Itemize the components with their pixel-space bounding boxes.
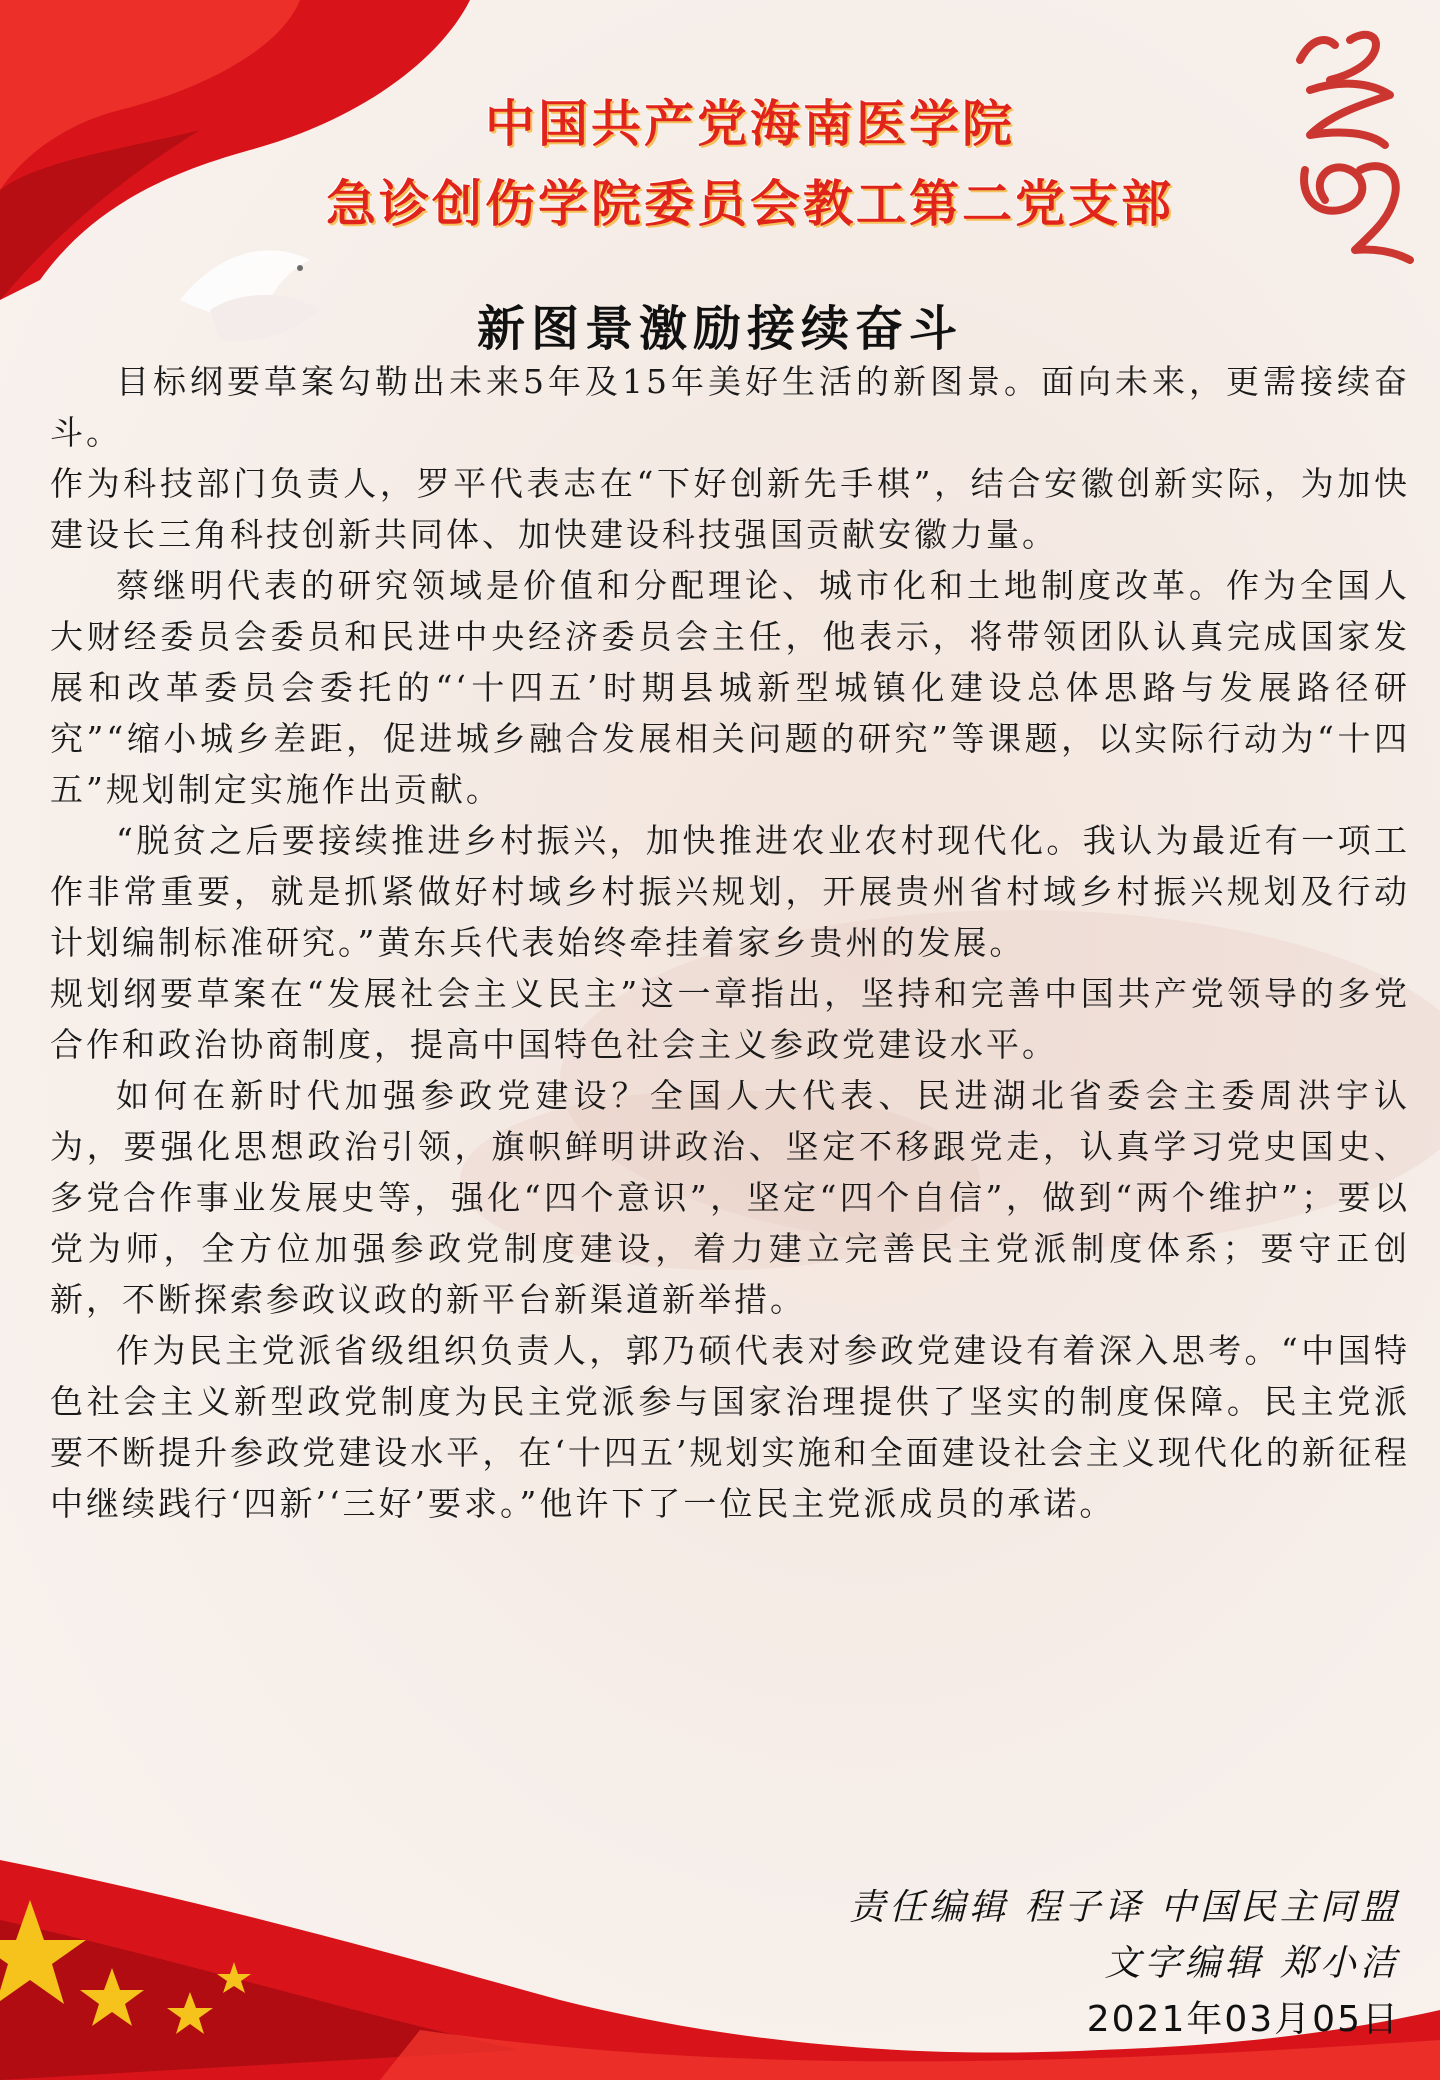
- article-paragraph: 作为民主党派省级组织负责人，郭乃硕代表对参政党建设有着深入思考。“中国特色社会主义新型政党制度为民主党派参与国家治理提供了坚实的制度保障。民主党派要不断提升参政党建设水平，在‘十四五’规划实施和全面建设社会主义现代化的新征程中继续践行‘四新’‘三好’要求。”他许下了一位民主党派成员的承诺。: [50, 1331, 1410, 1523]
- credits: [849, 1880, 1400, 2048]
- article-paragraph: 规划纲要草案在“发展社会主义民主”这一章指出，坚持和完善中国共产党领导的多党合作和政治协商制度，提高中国特色社会主义参政党建设水平。: [50, 974, 1410, 1064]
- article-paragraph: 目标纲要草案勾勒出未来5年及15年美好生活的新图景。面向未来，更需接续奋斗。: [50, 362, 1410, 452]
- article-paragraph: 蔡继明代表的研究领域是价值和分配理论、城市化和土地制度改革。作为全国人大财经委员会委员和民进中央经济委员会主任，他表示，将带领团队认真完成国家发展和改革委员会委托的“‘十四五’时期县城新型城镇化建设总体思路与发展路径研究”“缩小城乡差距，促进城乡融合发展相关问题的研究”等课题，以实际行动为“十四五”规划制定实施作出贡献。: [50, 566, 1410, 809]
- publish-date: 2021年03月05日: [1086, 1999, 1400, 2040]
- article-paragraph: “脱贫之后要接续推进乡村振兴，加快推进农业农村现代化。我认为最近有一项工作非常重要，就是抓紧做好村域乡村振兴规划，开展贵州省村域乡村振兴规划及行动计划编制标准研究。”黄东兵代表始终牵挂着家乡贵州的发展。: [50, 821, 1410, 962]
- text-editor: 文字编辑 郑小洁: [1104, 1943, 1400, 1984]
- article-title: 新图景激励接续奋斗: [476, 301, 963, 357]
- article-body: [50, 356, 1410, 1529]
- party-branch-name: 中国共产党海南医学院: [485, 95, 1015, 153]
- article-paragraph: 作为科技部门负责人，罗平代表志在“下好创新先手棋”，结合安徽创新实际，为加快建设长三角科技创新共同体、加快建设科技强国贡献安徽力量。: [50, 464, 1410, 554]
- branch-committee-name: 急诊创伤学院委员会教工第二党支部: [326, 175, 1174, 233]
- responsible-editor: 责任编辑 程子译 中国民主同盟: [849, 1887, 1400, 1928]
- article-paragraph: 如何在新时代加强参政党建设？全国人大代表、民进湖北省委会主委周洪宇认为，要强化思想政治引领，旗帜鲜明讲政治、坚定不移跟党走，认真学习党史国史、多党合作事业发展史等，强化“四个意识”，坚定“四个自信”，做到“两个维护”；要以党为师，全方位加强参政党制度建设，着力建立完善民主党派制度体系；要守正创新，不断探索参政议政的新平台新渠道新举措。: [50, 1076, 1410, 1319]
